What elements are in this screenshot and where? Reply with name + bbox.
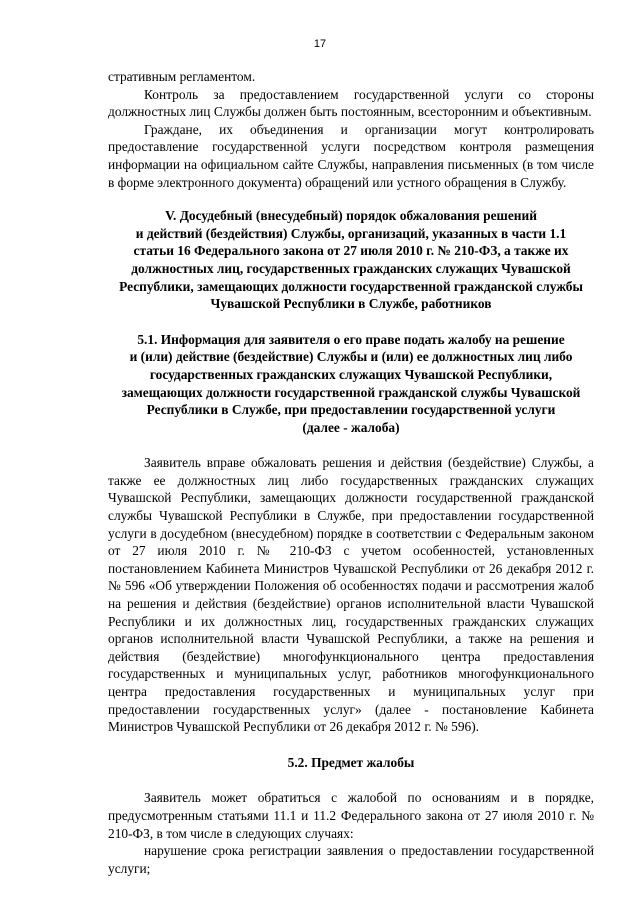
heading-line: (далее - жалоба) [302, 419, 400, 435]
heading-line: Республики в Службе, при предоставлении государственной услуги [146, 402, 556, 418]
paragraph-applicant: Заявитель вправе обжаловать решения и действия (бездействие) Службы, а также ее должностных лиц либо государственных гражданских служащих Чувашской Республики, замещающих должности государственной гражданской службы Чувашской Республики в Службе, при предоставлении государственной услуги в досудебном (внесудебном) порядке в соответствии с Федеральным законом от 27 июля 2010 г. № 210-ФЗ с учетом особенностей, установленных постановлением Кабинета Министров Чувашской Республики от 26 декабря 2012 г. № 596 «Об утверждении Положения об особенностях подачи и рассмотрения жалоб на решения и действия (бездействие) органов исполнительной власти Чувашской Республики и их должностных лиц, государственных гражданских служащих органов исполнительной власти Чувашской Республики, а также на решения и действия (бездействие) многофункционального центра предоставления государственных и муниципальных услуг, работников многофункционального центра предоставления государственных и муниципальных услуг при предоставлении государственных услуг» (далее - постановление Кабинета Министров Чувашской Республики от 26 декабря 2012 г. № 596). [108, 455, 594, 735]
page-number: 17 [313, 38, 327, 50]
paragraph-citizens: Граждане, их объединения и организации могут контролировать предоставление государственной услуги посредством контроля размещения информации на официальном сайте Службы, направления письменных (в том числе в форме электронного документа) обращений или устного обращения в Службу. [108, 121, 594, 190]
paragraph-subject: Заявитель может обратиться с жалобой по основаниям и в порядке, предусмотренным статьями 11.1 и 11.2 Федерального закона от 27 июля 2010 г. № 210-ФЗ, в том числе в следующих случаях: [108, 790, 594, 841]
heading-line: V. Досудебный (внесудебный) порядок обжалования решений [165, 208, 537, 224]
heading-line: государственных гражданских служащих Чувашской Республики, [149, 366, 553, 382]
heading-line: Республики, замещающих должности государственной гражданской службы [119, 278, 583, 294]
section-v-heading [108, 207, 594, 313]
document-body [108, 68, 594, 877]
paragraph-control: Контроль за предоставлением государственной услуги со стороны должностных лиц Службы должен быть постоянным, всесторонним и объективным. [108, 86, 594, 120]
section-5-2-heading: 5.2. Предмет жалобы [287, 754, 415, 770]
heading-line: замещающих должности государственной гражданской службы Чувашской [121, 384, 581, 400]
paragraph-intro: стративным регламентом. [108, 69, 256, 84]
heading-line: статьи 16 Федерального закона от 27 июля 2010 г. № 210-ФЗ, а также их [133, 243, 569, 259]
section-5-1-heading [108, 331, 594, 437]
heading-line: Чувашской Республики в Службе, работников [210, 296, 492, 312]
heading-line: должностных лиц, государственных гражданских служащих Чувашской [131, 260, 571, 276]
paragraph-violation: нарушение срока регистрации заявления о предоставлении государственной услуги; [108, 843, 594, 876]
heading-line: 5.1. Информация для заявителя о его праве подать жалобу на решение [137, 331, 565, 347]
heading-line: и действий (бездействия) Службы, организаций, указанных в части 1.1 [135, 225, 567, 241]
heading-line: и (или) действие (бездействие) Службы и (или) ее должностных лиц либо [129, 349, 573, 365]
